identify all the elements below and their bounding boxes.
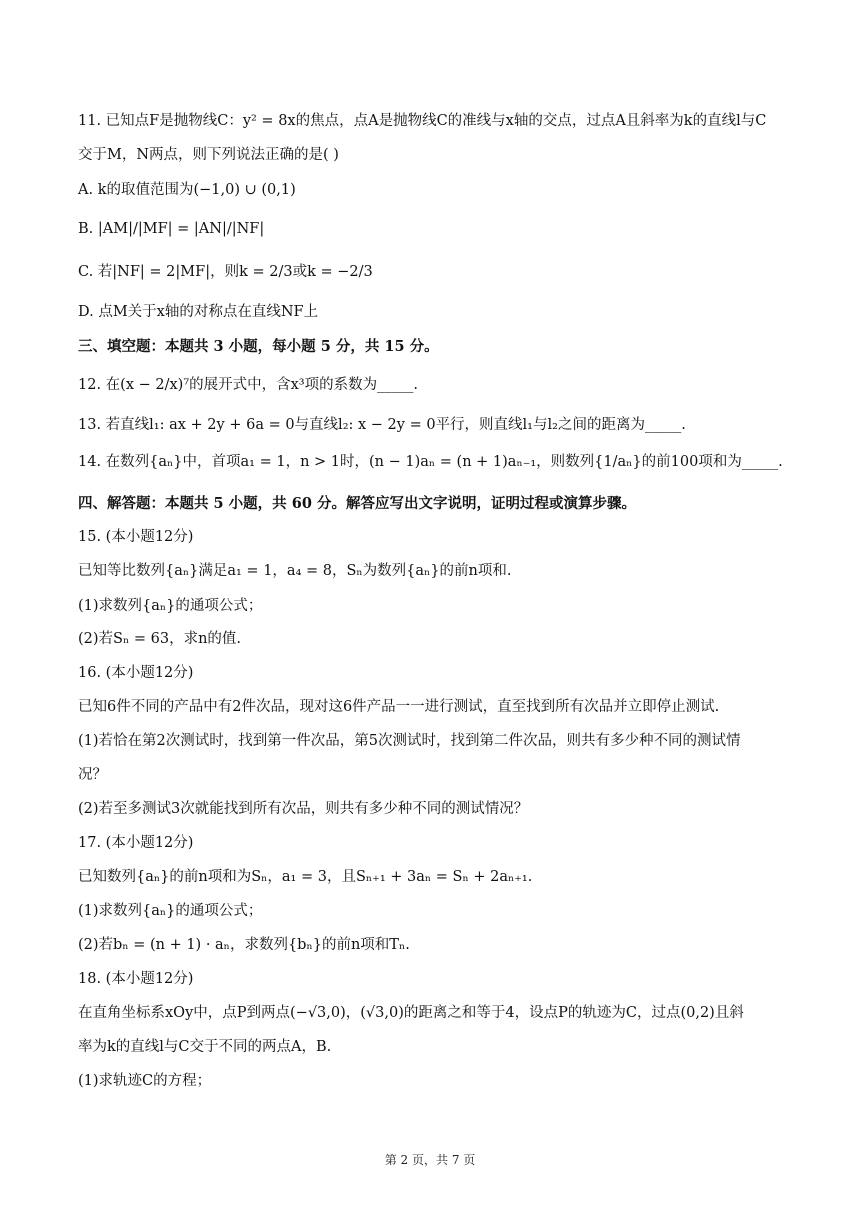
q16-part1-line1: (1)若恰在第2次测试时，找到第一件次品，第5次测试时，找到第二件次品，则共有多少种不同的测试情	[78, 733, 741, 749]
section-answer-heading: 四、解答题：本题共 5 小题，共 60 分。解答应写出文字说明，证明过程或演算步骤。	[78, 495, 636, 512]
q16-heading: 16. (本小题12分)	[78, 665, 194, 681]
q18-heading: 18. (本小题12分)	[78, 971, 194, 987]
q17-part2: (2)若bₙ = (n + 1) · aₙ，求数列{bₙ}的前n项和Tₙ.	[78, 937, 410, 953]
q11-option-c: C. 若|NF| = 2|MF|，则k = 2/3或k = −2/3	[78, 264, 373, 280]
q18-part1: (1)求轨迹C的方程；	[78, 1073, 212, 1089]
q15-heading: 15. (本小题12分)	[78, 529, 194, 545]
q11-stem-line1: 11. 已知点F是抛物线C：y² = 8x的焦点，点A是抛物线C的准线与x轴的交点，过点A且斜率为k的直线l与C	[78, 113, 767, 129]
q17-part1: (1)求数列{aₙ}的通项公式；	[78, 903, 263, 919]
q15-stem: 已知等比数列{aₙ}满足a₁ = 1，a₄ = 8，Sₙ为数列{aₙ}的前n项和.	[78, 563, 512, 579]
q15-part1: (1)求数列{aₙ}的通项公式；	[78, 598, 263, 614]
q15-part2: (2)若Sₙ = 63，求n的值.	[78, 631, 242, 647]
q16-part1-line2: 况？	[78, 767, 107, 783]
q18-stem-line1: 在直角坐标系xOy中，点P到两点(−√3,0)，(√3,0)的距离之和等于4，设点P的轨迹为C，过点(0,2)且斜	[78, 1005, 744, 1021]
q11-stem-line2: 交于M，N两点，则下列说法正确的是( )	[78, 147, 339, 163]
q17-stem: 已知数列{aₙ}的前n项和为Sₙ，a₁ = 3，且Sₙ₊₁ + 3aₙ = Sₙ + 2aₙ₊₁.	[78, 869, 533, 885]
q16-part2: (2)若至多测试3次就能找到所有次品，则共有多少种不同的测试情况？	[78, 801, 529, 817]
q12-stem: 12. 在(x − 2/x)⁷的展开式中，含x³项的系数为_____.	[78, 377, 418, 393]
q16-stem: 已知6件不同的产品中有2件次品，现对这6件产品一一进行测试，直至找到所有次品并立即停止测试.	[78, 699, 720, 715]
q11-option-b: B. |AM|/|MF| = |AN|/|NF|	[78, 221, 265, 237]
section-fill-in-heading: 三、填空题：本题共 3 小题，每小题 5 分，共 15 分。	[78, 338, 439, 355]
q14-stem: 14. 在数列{aₙ}中，首项a₁ = 1，n > 1时，(n − 1)aₙ = (n + 1)aₙ₋₁，则数列{1/aₙ}的前100项和为_____.	[78, 454, 783, 470]
q17-heading: 17. (本小题12分)	[78, 835, 194, 851]
page-footer: 第 2 页，共 7 页	[384, 1153, 476, 1167]
q11-option-a: A. k的取值范围为(−1,0) ∪ (0,1)	[78, 182, 296, 198]
q11-option-d: D. 点M关于x轴的对称点在直线NF上	[78, 304, 319, 320]
q13-stem: 13. 若直线l₁: ax + 2y + 6a = 0与直线l₂: x − 2y = 0平行，则直线l₁与l₂之间的距离为_____.	[78, 417, 686, 433]
q18-stem-line2: 率为k的直线l与C交于不同的两点A，B.	[78, 1039, 332, 1055]
